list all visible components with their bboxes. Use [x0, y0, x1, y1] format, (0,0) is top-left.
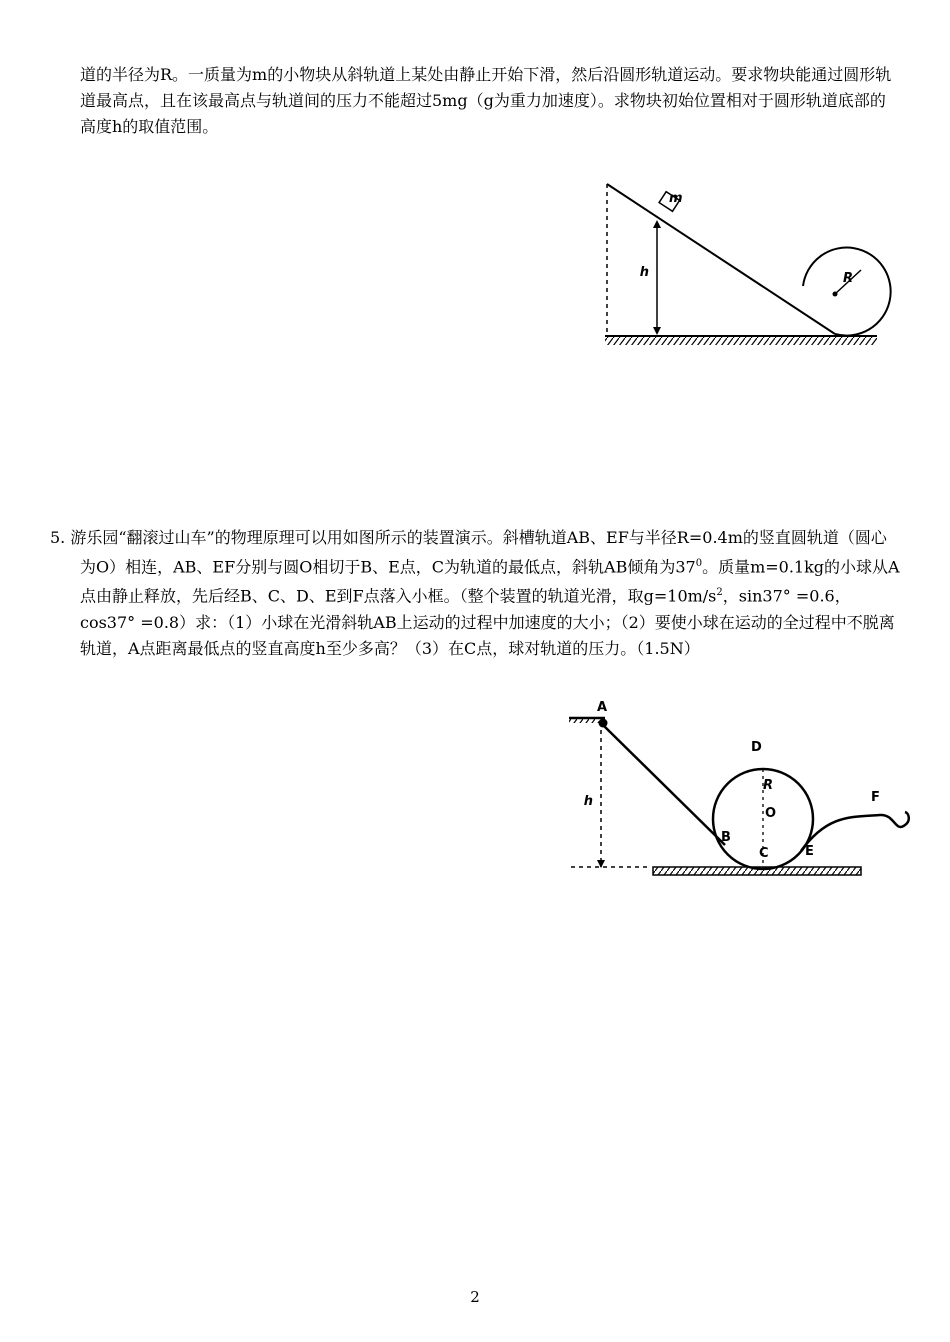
problem-4-text: 道的半径为R。一质量为m的小物块从斜轨道上某处由静止开始下滑，然后沿圆形轨道运动。要求物块能通过圆形轨道最高点，且在该最高点与轨道间的压力不能超过5mg（g为重力加速度）。求物块初始位置相对于圆形轨道底部的高度h的取值范围。 — [80, 65, 892, 136]
ground-hatch — [605, 337, 877, 345]
label-R: R — [843, 271, 854, 286]
unit-superscript: 2 — [716, 587, 723, 599]
exit-track-EF — [801, 812, 909, 851]
incline-loop-figure — [595, 178, 895, 358]
label-D: D — [751, 740, 762, 755]
incline-track — [607, 184, 835, 334]
incline-AB — [603, 725, 725, 845]
problem-5-line-a: 5. 游乐园“翻滚过山车”的物理原理可以用如图所示的装置演示。斜槽轨道AB、EF与半径R=0.4m的竖直圆轨道（圆心为O）相连，AB、EF分别与圆O相切于B、E点，C为轨道的最低点，斜轨AB倾角为37 — [50, 528, 887, 577]
roller-coaster-figure — [565, 695, 915, 885]
label-F: F — [871, 790, 880, 805]
label-C: C — [759, 846, 769, 861]
label-h: h — [639, 265, 649, 280]
height-arrow-head-bottom — [653, 327, 661, 335]
label-A: A — [597, 700, 608, 715]
height-arrow-head-top — [653, 220, 661, 228]
label-E: E — [805, 844, 814, 859]
label-m: m — [669, 191, 683, 206]
label-B: B — [721, 830, 731, 845]
label-h5: h — [583, 794, 593, 809]
label-R5: R — [763, 778, 774, 793]
page-number: 2 — [470, 1288, 480, 1306]
problem-5-line-b: 。质量m=0.1kg的小球从A点由静止释放，先后经B、C、D、E到F点落入小框。（整个装置的轨道光滑，取g=10m/s — [80, 557, 900, 606]
problem-5-line-c: ，sin37° =0.6，cos37° =0.8）求：（1）小球在光滑斜轨AB上运动的过程中加速度的大小；（2）要使小球在运动的全过程中不脱离轨道，A点距离最低点的竖直高度h至少多高？（3）在C点，球对轨道的压力。（1.5N） — [80, 586, 895, 658]
degree-superscript: 0 — [695, 558, 703, 569]
label-O: O — [765, 806, 777, 821]
problem-5-text — [50, 525, 900, 662]
start-ledge-hatch — [569, 719, 599, 723]
